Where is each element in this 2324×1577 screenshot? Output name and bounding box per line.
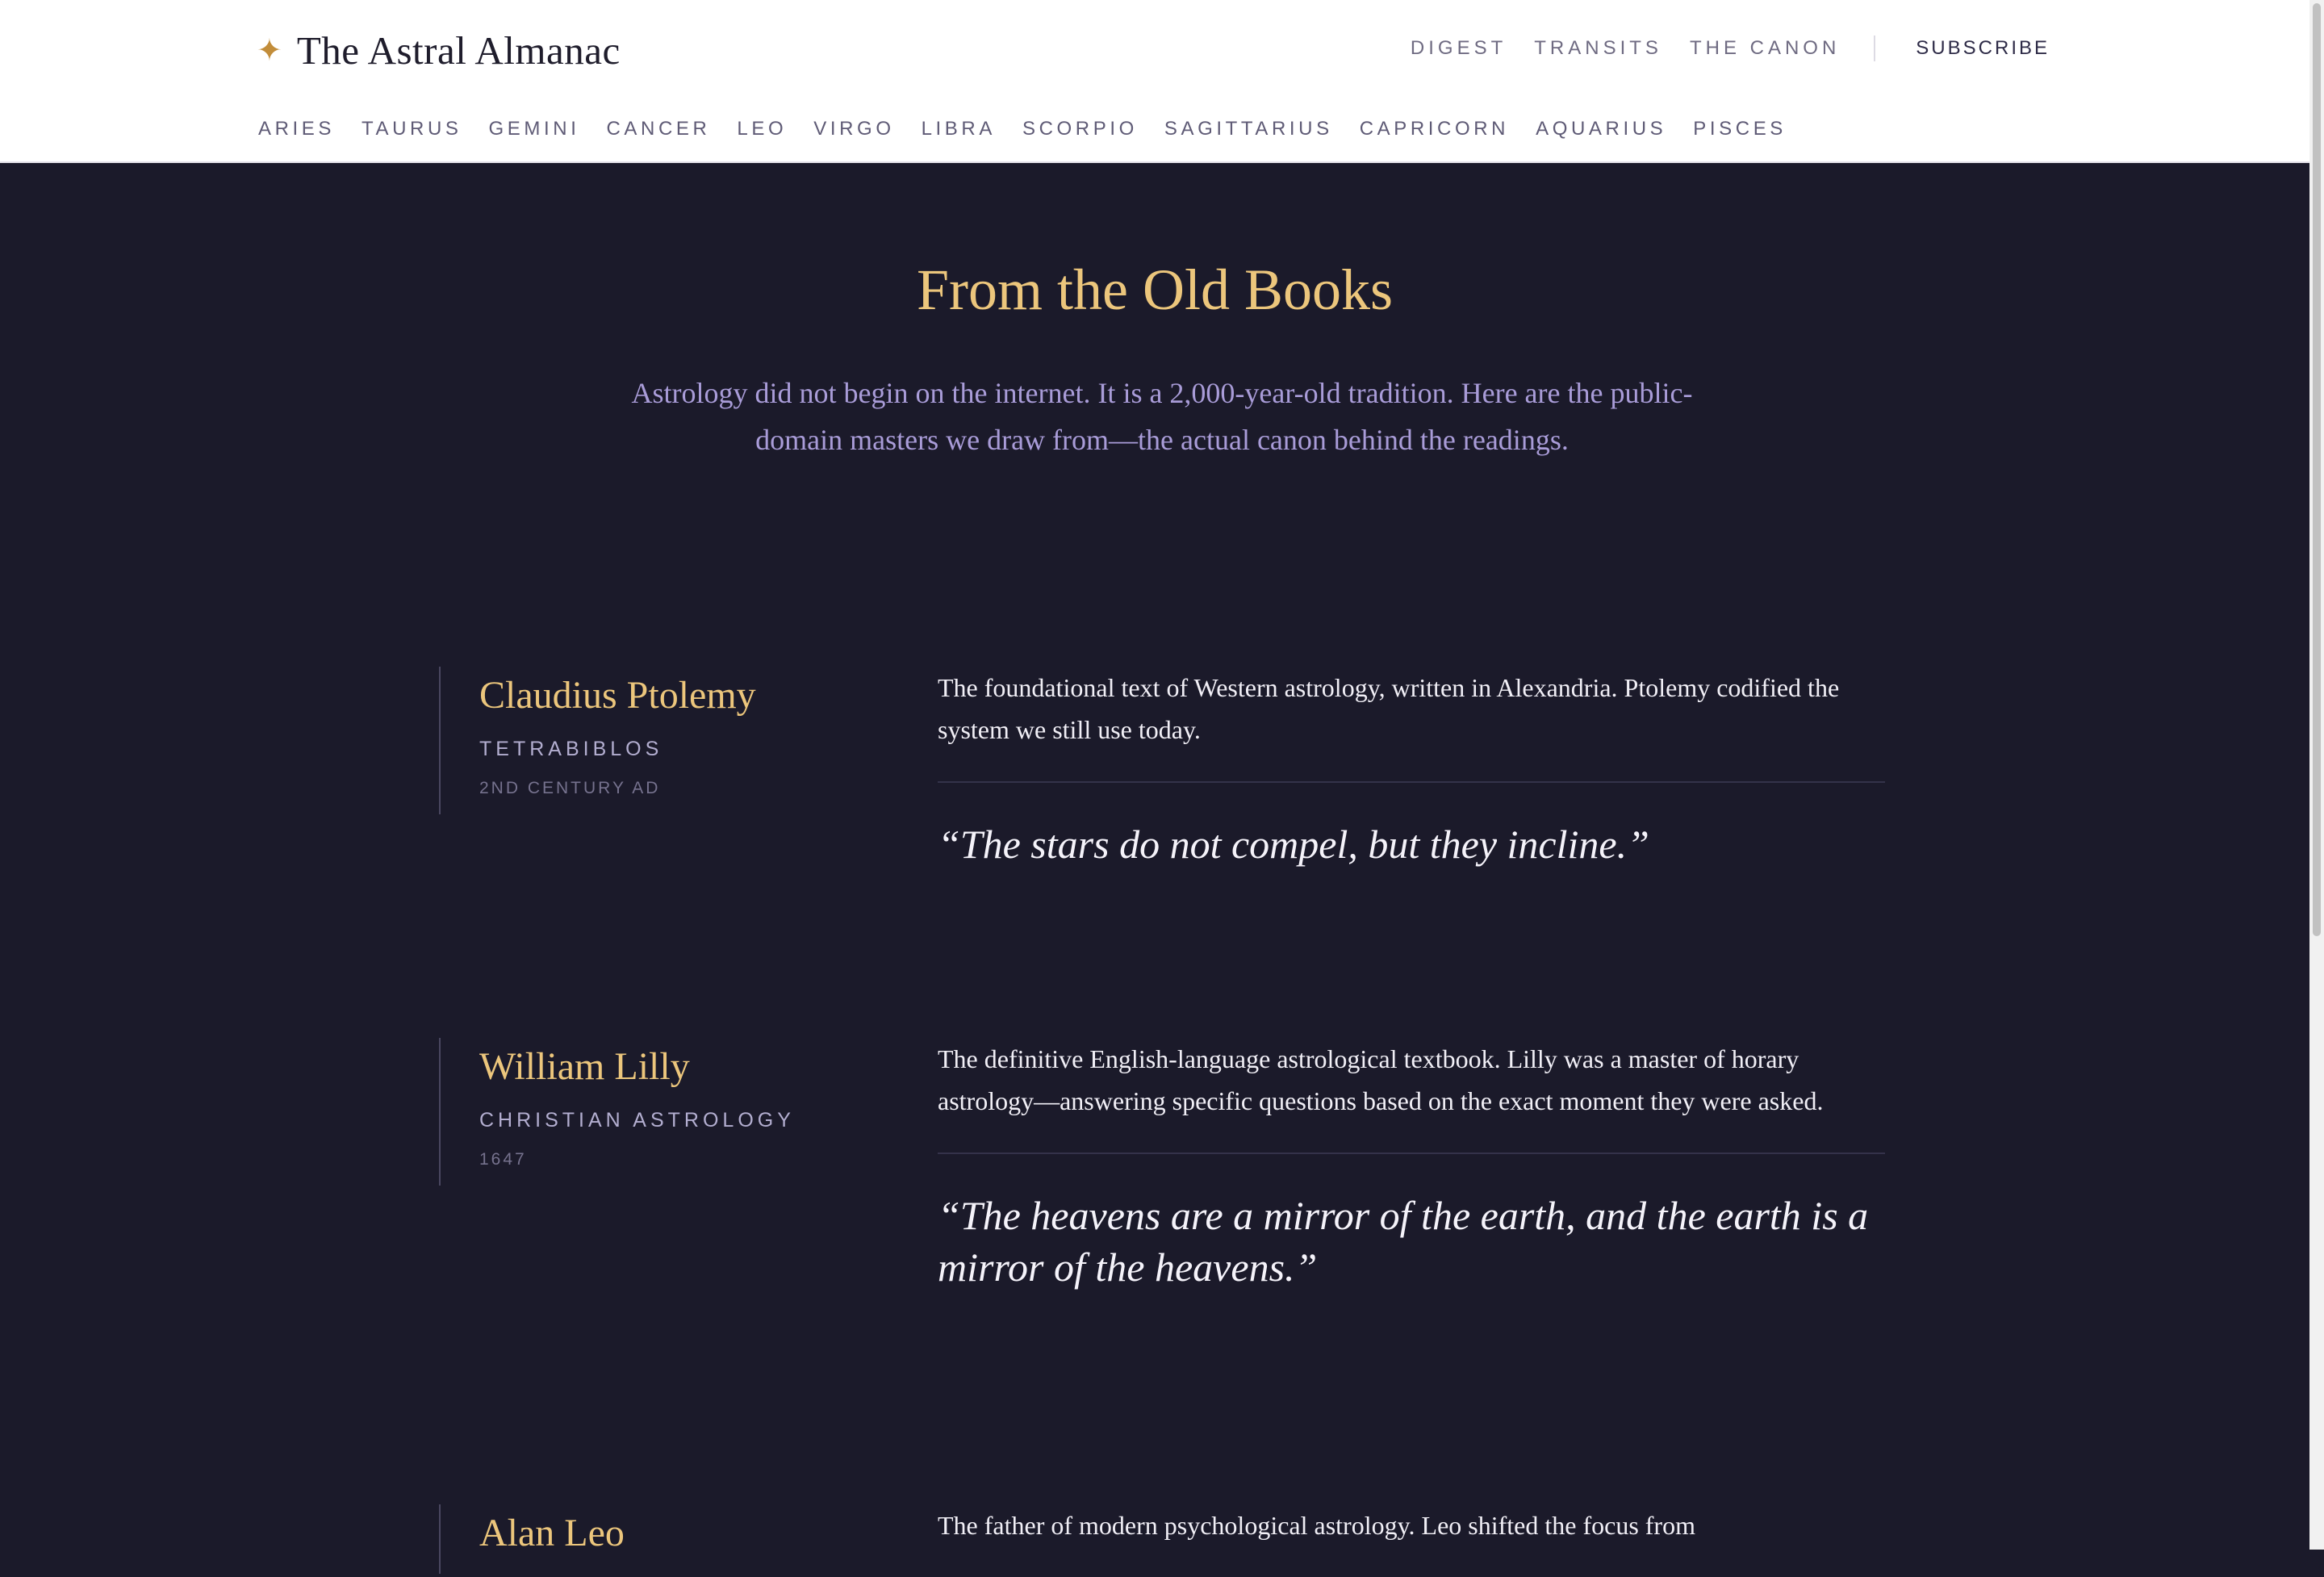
zodiac-leo[interactable]: LEO <box>737 118 788 140</box>
work-title: TETRABIBLOS <box>479 738 663 760</box>
entry-description: The father of modern psychological astrology. Leo shifted the focus from <box>938 1511 1695 1540</box>
zodiac-taurus[interactable]: TAURUS <box>362 118 462 140</box>
entry-body <box>938 1038 1885 1293</box>
entry-description: The definitive English-language astrological textbook. Lilly was a master of horary astrology—answering specific questions based on the exact moment they were asked. <box>938 1038 1885 1154</box>
zodiac-cancer[interactable]: CANCER <box>606 118 711 140</box>
entry-body <box>938 1504 1885 1577</box>
nav-digest[interactable]: DIGEST <box>1410 37 1507 59</box>
zodiac-libra[interactable]: LIBRA <box>921 118 996 140</box>
zodiac-scorpio[interactable]: SCORPIO <box>1022 118 1138 140</box>
page-scrollbar[interactable] <box>2309 0 2324 1550</box>
zodiac-gemini[interactable]: GEMINI <box>488 118 580 140</box>
page-subtitle: Astrology did not begin on the internet. It is a 2,000-year-old tradition. Here are the public-domain masters we draw from—the actual canon behind the readings. <box>631 377 1693 456</box>
nav-divider <box>1874 36 1875 61</box>
entry-description: The foundational text of Western astrology, written in Alexandria. Ptolemy codified the system we still use today. <box>938 667 1885 783</box>
brand-name: The Astral Almanac <box>296 27 621 73</box>
zodiac-navigation <box>258 118 1813 140</box>
author-name: Alan Leo <box>479 1512 625 1554</box>
top-navigation <box>1383 36 2050 61</box>
entry-meta <box>439 1504 883 1574</box>
zodiac-sagittarius[interactable]: SAGITTARIUS <box>1164 118 1333 140</box>
entry-quote: “The heavens are a mirror of the earth, and the earth is a mirror of the heavens.” <box>938 1193 1869 1290</box>
nav-the-canon[interactable]: THE CANON <box>1689 37 1841 59</box>
work-title: CHRISTIAN ASTROLOGY <box>479 1109 795 1132</box>
brand-logo[interactable] <box>257 24 621 76</box>
entry-quote: “The stars do not compel, but they incline.” <box>938 822 1649 867</box>
nav-transits[interactable]: TRANSITS <box>1534 37 1662 59</box>
subscribe-link[interactable]: SUBSCRIBE <box>1916 37 2050 59</box>
four-point-star-icon: ✦ <box>257 32 282 68</box>
work-date: 2ND CENTURY AD <box>479 779 661 797</box>
author-name: William Lilly <box>479 1045 690 1088</box>
work-date: 1647 <box>479 1150 527 1169</box>
zodiac-aries[interactable]: ARIES <box>258 118 336 140</box>
scrollbar-thumb[interactable] <box>2313 3 2321 936</box>
zodiac-capricorn[interactable]: CAPRICORN <box>1359 118 1510 140</box>
author-name: Claudius Ptolemy <box>479 674 756 717</box>
zodiac-pisces[interactable]: PISCES <box>1693 118 1787 140</box>
entry-meta <box>439 1038 883 1186</box>
entry-meta <box>439 667 883 814</box>
site-header <box>0 0 2309 163</box>
zodiac-virgo[interactable]: VIRGO <box>813 118 895 140</box>
entry-body <box>938 667 1885 870</box>
page-title: From the Old Books <box>916 257 1394 322</box>
zodiac-aquarius[interactable]: AQUARIUS <box>1536 118 1667 140</box>
